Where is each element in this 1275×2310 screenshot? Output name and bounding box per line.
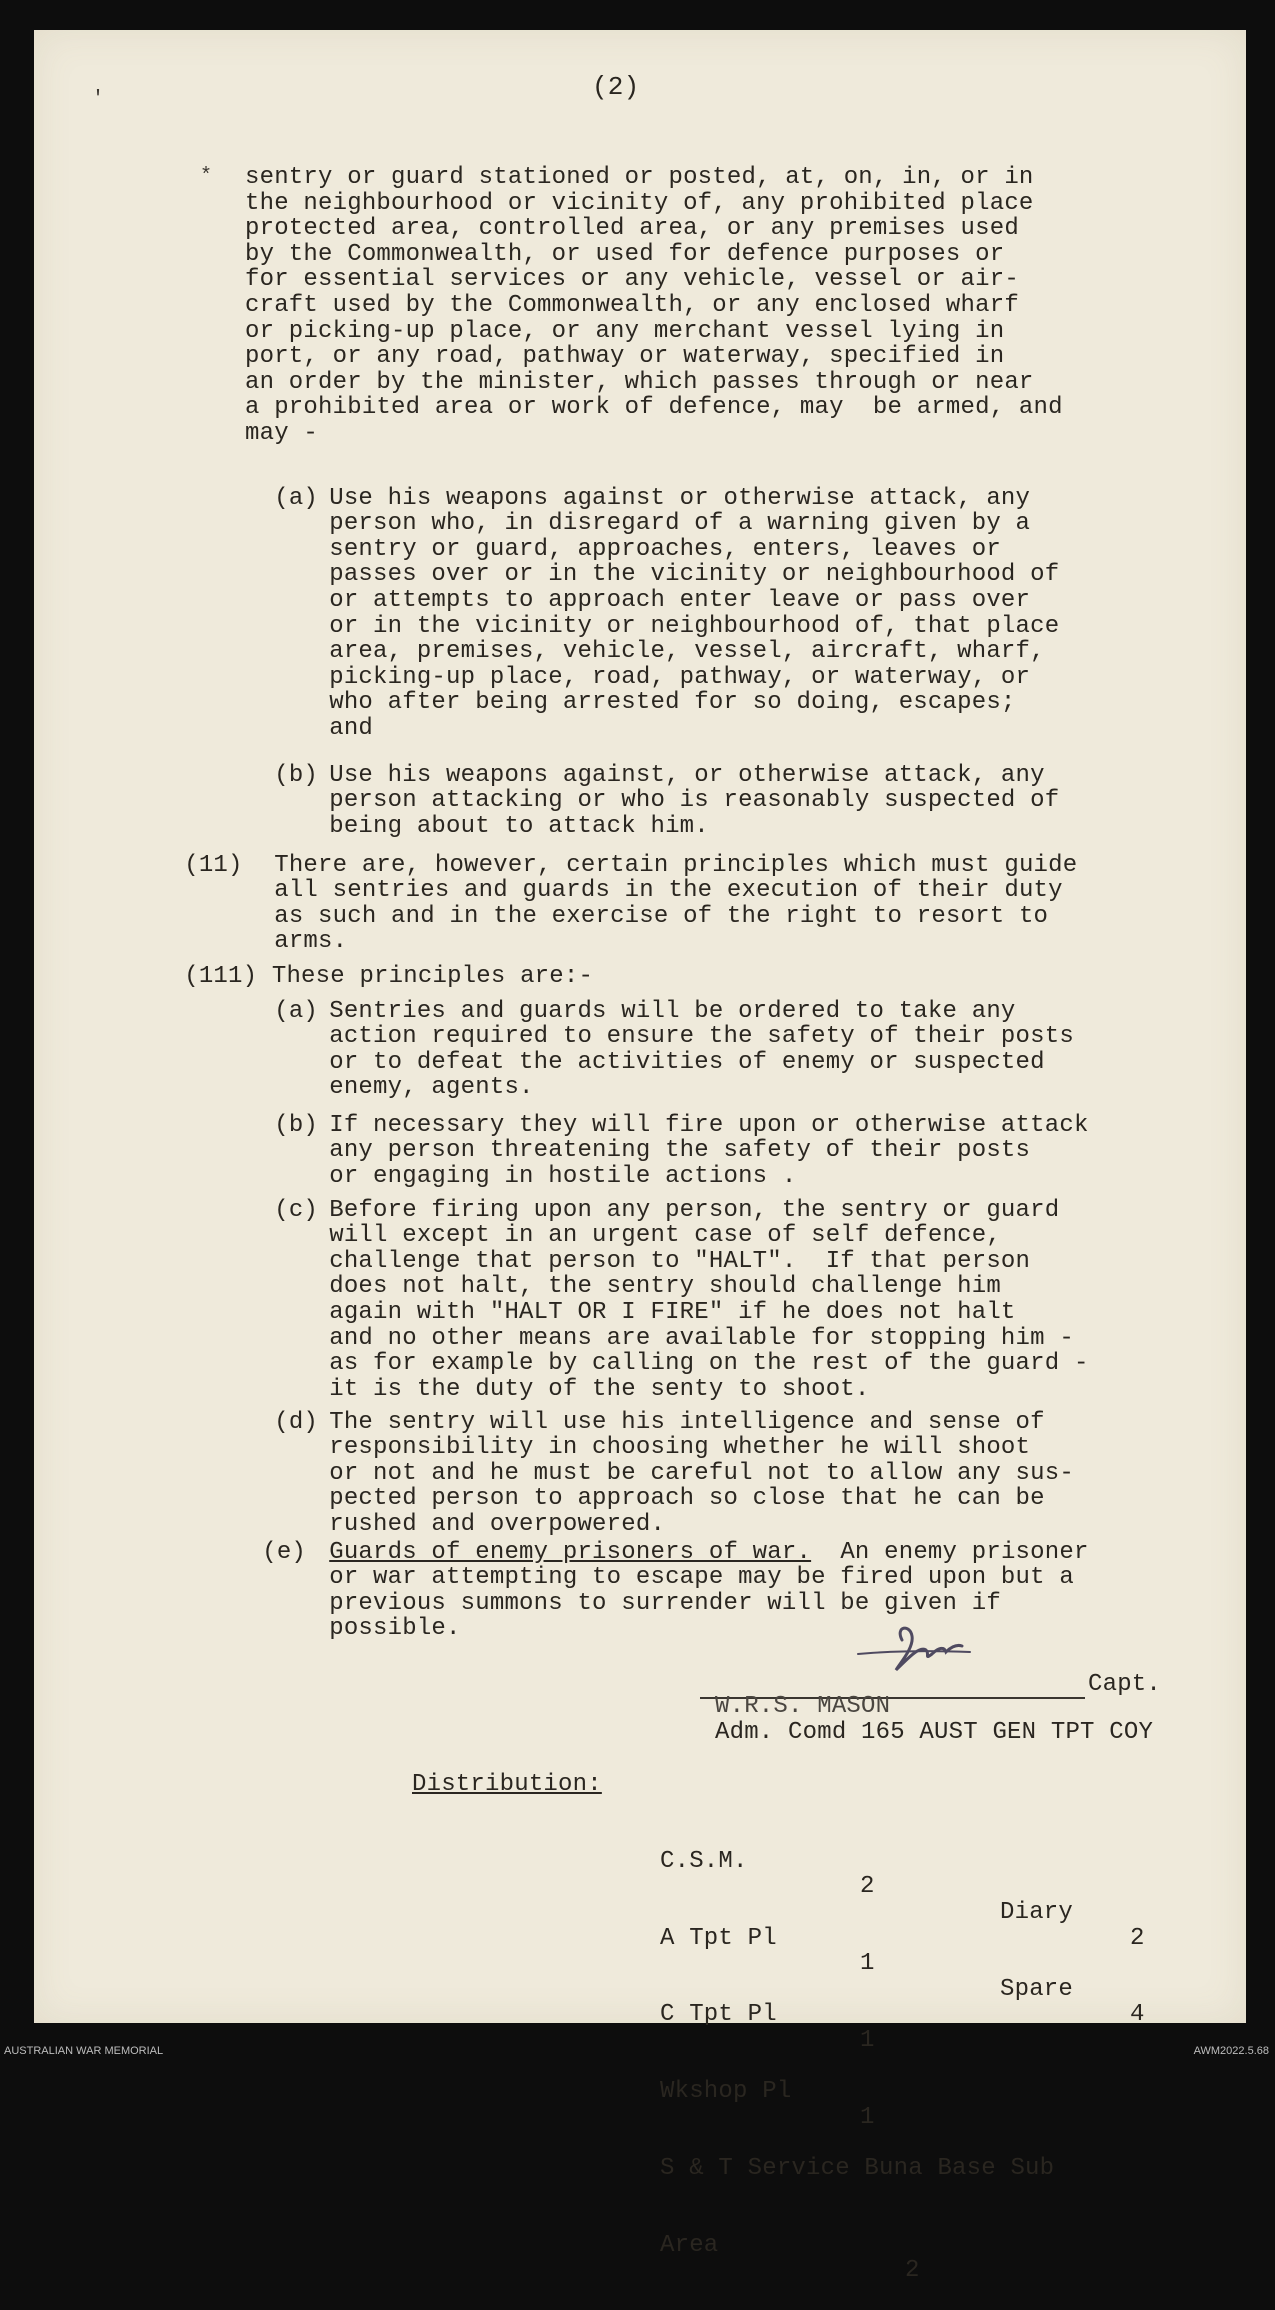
principle-heading: Guards of enemy prisoners of war. bbox=[329, 1538, 812, 1566]
distribution-count: 2 bbox=[860, 1873, 875, 1901]
distribution-unit: Spare bbox=[1000, 1975, 1074, 2003]
margin-mark: ' bbox=[92, 88, 105, 111]
principle-text: Before firing upon any person, the sentry or guard will except in an urgent case of self defence, challenge that person to "HALT". If that person does not halt, the sentry should challenge him again with "HALT OR I FIRE" if he does not halt and no other means are available for stopping him - as for example by calling on the rest of the guard - it is the duty of the senty to shoot. bbox=[329, 1196, 1089, 1403]
distribution-row bbox=[660, 1977, 875, 2054]
distribution-row bbox=[660, 2130, 1055, 2182]
principle-c bbox=[245, 1172, 1089, 1402]
clause-text: Use his weapons against, or otherwise attack, any person attacking or who is reasonably suspected of being about to attack him. bbox=[329, 761, 1060, 840]
distribution-list bbox=[660, 1772, 1145, 2285]
signatory-name: W.R.S. MASON bbox=[715, 1693, 891, 1720]
principle-label: (b) bbox=[274, 1111, 319, 1139]
archive-reference: AWM2022.5.68 bbox=[1193, 2045, 1269, 2057]
handwritten-signature bbox=[800, 1618, 980, 1678]
distribution-count: 2 bbox=[1130, 1924, 1145, 1952]
distribution-unit: Diary bbox=[1000, 1898, 1074, 1926]
clause-text: Use his weapons against or otherwise attack, any person who, in disregard of a warning given by a sentry or guard, approaches, enters, leaves or passes over or in the vicinity or neighbourhood of or attempts to approach enter leave or pass over or in the vicinity or neighbourhood of, that place area, premises, vehicle, vessel, aircraft, wharf, picking-up place, road, pathway, or waterway, or who after being arrested for so doing, escapes; and bbox=[329, 484, 1060, 742]
principle-text: If necessary they will fire upon or otherwise attack any person threatening the safety of their posts or engaging in hostile actions . bbox=[329, 1111, 1089, 1190]
distribution-count: 4 bbox=[1130, 2001, 1145, 2029]
distribution-row bbox=[660, 2207, 920, 2285]
archive-credit: AUSTRALIAN WAR MEMORIAL bbox=[4, 2045, 164, 2057]
distribution-unit: Wkshop Pl bbox=[660, 2078, 792, 2106]
intro-paragraph: sentry or guard stationed or posted, at, on, in, or in the neighbourhood or vicinity of, any prohibited place protected area, controlled area, or any premises used by the Commonwealth, or used for defence purposes or for essential services or any vehicle, vessel or air- craft used by the Commonwealth, or any enclosed wharf or picking-up place, or any merchant vessel lying in port, or any road, pathway or waterway, specified in an order by the minister, which passes through or near a prohibited area or work of defence, may be armed, and may - bbox=[245, 164, 1063, 447]
page-number: (2) bbox=[592, 72, 640, 102]
paragraph-label: (11) bbox=[184, 851, 243, 879]
signatory-appointment: Adm. Comd 165 AUST GEN TPT COY bbox=[715, 1719, 1154, 1746]
distribution-count: 1 bbox=[860, 1950, 875, 1978]
paragraph-label: (111) bbox=[184, 962, 258, 990]
principle-label: (e) bbox=[262, 1538, 307, 1566]
distribution-unit: S & T Service Buna Base Sub bbox=[660, 2154, 1055, 2182]
distribution-count: 1 bbox=[860, 2026, 875, 2054]
principle-label: (a) bbox=[274, 997, 319, 1025]
distribution-row bbox=[660, 2054, 875, 2131]
paragraph-11 bbox=[155, 827, 1077, 955]
principle-text-rest: or war attempting to escape may be fired upon but a previous summons to surrender will be given if possible. bbox=[329, 1564, 1074, 1643]
principle-a bbox=[245, 973, 1074, 1101]
clause-label: (b) bbox=[274, 761, 319, 789]
paragraph-text: There are, however, certain principles which must guide all sentries and guards in the execution of their duty as such and in the exercise of the right to resort to arms. bbox=[274, 851, 1078, 956]
margin-mark: * bbox=[200, 165, 213, 188]
clause-b bbox=[245, 737, 1059, 839]
distribution-unit: C.S.M. bbox=[660, 1847, 748, 1875]
principle-text: The sentry will use his intelligence and sense of responsibility in choosing whether he will shoot or not and he must be careful not to allow any sus- pected person to approach so close that he can be rushed and overpowered. bbox=[329, 1408, 1074, 1538]
distribution-count: 2 bbox=[905, 2257, 920, 2285]
distribution-unit: C Tpt Pl bbox=[660, 2001, 777, 2029]
principle-text: Sentries and guards will be ordered to take any action required to ensure the safety of their posts or to defeat the activities of enemy or suspected enemy, agents. bbox=[329, 997, 1074, 1102]
principle-label: (c) bbox=[274, 1196, 319, 1224]
signatory-rank: Capt. bbox=[1088, 1671, 1162, 1698]
distribution-count: 1 bbox=[860, 2103, 875, 2131]
distribution-label: Distribution: bbox=[412, 1771, 602, 1798]
clause-a bbox=[245, 460, 1059, 742]
principle-label: (d) bbox=[274, 1408, 319, 1436]
distribution-unit: A Tpt Pl bbox=[660, 1924, 777, 1952]
principle-text-first: An enemy prisoner bbox=[811, 1538, 1089, 1566]
paragraph-text: These principles are:- bbox=[271, 962, 594, 990]
distribution-unit: Area bbox=[660, 2231, 719, 2259]
clause-label: (a) bbox=[274, 484, 319, 512]
